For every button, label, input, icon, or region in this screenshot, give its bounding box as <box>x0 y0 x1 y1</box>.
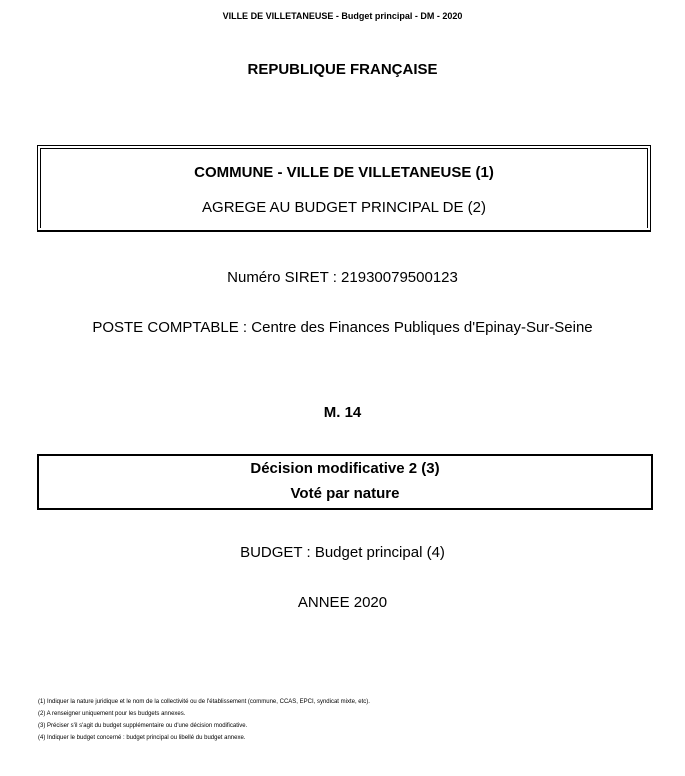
commune-box <box>37 145 651 232</box>
footnote-4: (4) Indiquer le budget concerné : budget principal ou libellé du budget annexe. <box>38 735 246 741</box>
republique-heading: REPUBLIQUE FRANÇAISE <box>247 61 438 78</box>
decision-title: Décision modificative 2 (3) <box>250 460 440 477</box>
year-line: ANNEE 2020 <box>297 594 388 611</box>
vote-mode: Voté par nature <box>290 485 400 502</box>
footnote-1: (1) Indiquer la nature juridique et le nom de la collectivité ou de l'établissement (commune, CCAS, EPCI, syndicat mixte, etc). <box>38 699 370 705</box>
commune-name: COMMUNE - VILLE DE VILLETANEUSE (1) <box>194 164 494 181</box>
footnote-2: (2) A renseigner uniquement pour les budgets annexes. <box>38 711 186 717</box>
footnote-3: (3) Préciser s'il s'agit du budget supplémentaire ou d'une décision modificative. <box>38 723 248 729</box>
nomenclature: M. 14 <box>323 404 362 421</box>
budget-line: BUDGET : Budget principal (4) <box>240 544 445 561</box>
poste-comptable: POSTE COMPTABLE : Centre des Finances Publiques d'Epinay-Sur-Seine <box>92 319 593 336</box>
budget-aggregation-line: AGREGE AU BUDGET PRINCIPAL DE (2) <box>202 199 486 216</box>
running-header: VILLE DE VILLETANEUSE - Budget principal - DM - 2020 <box>222 11 463 21</box>
footnotes <box>38 696 370 744</box>
decision-box <box>37 454 653 510</box>
siret-number: Numéro SIRET : 21930079500123 <box>227 269 458 286</box>
